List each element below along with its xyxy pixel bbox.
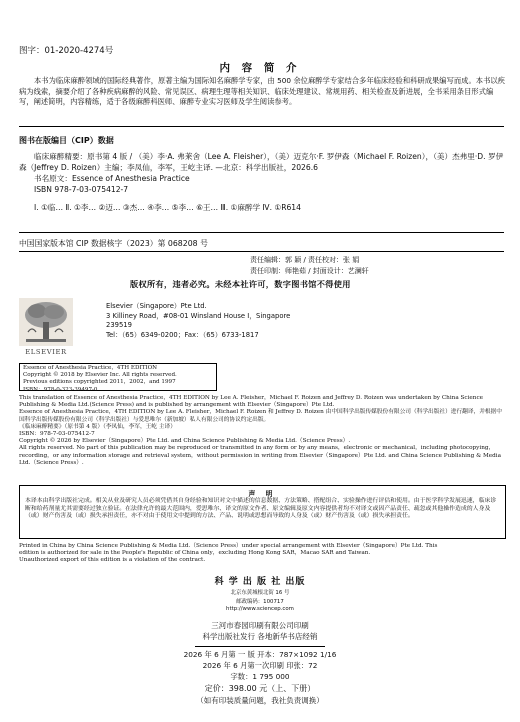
printing-info: 2026 年 6 月第一次印刷 印张：72 (202, 661, 318, 670)
cip-isbn: ISBN 978-7-03-075412-7 (34, 185, 129, 194)
intro-title: 内 容 简 介 (219, 62, 301, 74)
translation-note: Essence of Anesthesia Practice，4TH EDITION by Lee A. Fleisher，Michael F. Roizen 和 Jeffrey D. Roizen 由中国科学出版传媒股份有限公司（科学出版社）进行翻译，并根据中国科学出版传媒股份有限公司（科学出版社）与爱思唯尔（新加坡）私人有限公司的协议约定出版。 (19, 409, 502, 423)
word-count: 字数：1 795 000 (230, 672, 290, 681)
publisher-address: 北京东黄城根北街 16 号 (230, 590, 290, 596)
cip-heading: 图书在版编目（CIP）数据 (19, 136, 114, 145)
address-line: 3 Killiney Road，#08-01 Winsland House I，Singapore (106, 311, 291, 320)
translation-note: All rights reserved. No part of this publication may be reproduced or transmitted in any form or by any means，electronic or mechanical，including photocopying，recording，or any information storage and retrieval system，without permission in writing from Elsevier（Singapore）Pte Ltd. and China Science Publishing & Media Ltd.（Science Press）. (19, 445, 502, 466)
distributor: 科学出版社发行 各地新华书店经销 (202, 632, 318, 641)
divider (19, 126, 504, 127)
rights-notice: 版权所有，违者必究。未经本社许可，数字图书馆不得使用 (130, 279, 351, 289)
elsevier-logo (19, 298, 73, 360)
print-note: edition is authorized for sale in the People's Republic of China only，excluding Hong Kong SAR，Macao SAR and Taiwan. (19, 550, 371, 557)
intro-body: 本书为临床麻醉领域的国际经典著作，原著主编为国际知名麻醉学专家，由 500 余位麻醉学专家结合多年临床经验和科研成果编写而成。本书以疾病为线索，摘要介绍了各种疾病麻醉的风险、常见误区、病理生理等相关知识、临床处理建议、常规用药、相关检查及新进展，全书采用条目形式编写，阐述简明，内容精练，适于各级麻醉科医师、麻醉专业实习医师及学生阅读参考。 (19, 76, 505, 106)
declaration-box (19, 485, 506, 539)
original-edition-box (19, 363, 217, 391)
divider (19, 232, 504, 233)
quality-notice: （如有印装质量问题，我社负责调换） (196, 696, 324, 705)
translation-note: ISBN：978-7-03-075412-7 (19, 431, 95, 438)
orig-line: Previous editions copyrighted 2011，2002，and 1997 (23, 379, 176, 386)
divider (195, 646, 325, 647)
cip-note: 中国国家版本馆 CIP 数据核字（2023）第 068208 号 (19, 239, 208, 248)
orig-line: Essence of Anesthesia Practice，4TH EDITION (23, 365, 158, 371)
publisher-postcode: 邮政编码：100717 (236, 599, 284, 605)
declaration-heading: 声 明 (248, 490, 277, 498)
cip-classification: Ⅰ. ①临… Ⅱ. ①李… ②迈… ③杰… ④李… ⑤李… ⑥王… Ⅲ. ①麻醉学 Ⅳ. ①R614 (34, 203, 301, 212)
editor-credits: 责任编辑：郭 颖 / 责任校对：张 娟 (250, 256, 360, 264)
declaration-body: 本译本由科学出版社完成。相关从业及研究人员必须凭借其自身经验和知识对文中描述的信息数据、方法策略、搭配组合、实验操作进行评估和使用。由于医学科学发展迅速，临床诊断和给药剂量尤其需要经过独立验证。在法律允许的最大范围内，爱思唯尔、译文的原文作者、原文编辑及原文内容提供者均不对译文或因产品责任、疏忽或其他操作造成的人身及（或）财产伤害及（或）损失承担责任，亦不对由于使用文中提到的方法、产品、说明或思想而导致的人身及（或）财产伤害及（或）损失承担责任。 (25, 498, 497, 520)
address-line: 239519 (106, 321, 132, 330)
address-line: Elsevier（Singapore）Pte Ltd. (106, 302, 207, 310)
publisher-url: http://www.sciencep.com (226, 606, 294, 612)
printer: 三河市春园印刷有限公司印刷 (211, 621, 309, 630)
print-notes (19, 543, 505, 565)
print-note: Printed in China by China Science Publishing & Media Ltd.（Science Press）under special arrangement with Elsevier（Singapore）Pte Ltd. This (19, 543, 438, 549)
cip-block (19, 151, 505, 213)
translation-note: Copyright © 2026 by Elsevier（Singapore）Pte Ltd. and China Science Publishing & Media Ltd.（Science Press）. (19, 438, 351, 445)
registration-number: 图字：01-2020-4274号 (19, 46, 114, 56)
price: 定价：398.00 元（上、下册） (204, 684, 316, 693)
translation-notes (19, 395, 505, 467)
translation-note: 《临床麻醉精要》（原书第 4 版）（李凤仙，李军，王屹 主译） (19, 423, 176, 430)
edition-info: 2026 年 6 月第 一 版 开本：787×1092 1/16 (183, 650, 337, 659)
production-credits: 责任印制：师艳茹 / 封面设计：艺澜轩 (250, 267, 369, 275)
cip-orig-title: 书名原文：Essence of Anesthesia Practice (34, 174, 190, 183)
cip-entry: 临床麻醉精要：原书第 4 版 / （美）李·A. 弗莱舍（Lee A. Fleisher），（美）迈克尔·F. 罗伊森（Michael F. Roizen），（美）杰弗里·D. 罗伊森（Jeffrey D. Roizen）主编；李凤仙，李军，王屹主译. —北京：科学出版社，2026.6 (19, 152, 504, 172)
print-note: Unauthorized export of this edition is a violation of the contract. (19, 557, 206, 564)
orig-line: ISBN：978-0-323-39497-0 (23, 386, 98, 393)
translation-note: This translation of Essence of Anesthesia Practice，4TH EDITION by Lee A. Fleisher，Michael F. Roizen and Jeffrey D. Roizen was undertaken by China Science Publishing & Media Ltd.(Science Press) and is published by arrangement with Elsevier（Singapore）Pte Ltd. (19, 395, 484, 409)
divider (19, 251, 504, 252)
publisher-name: 科 学 出 版 社 出版 (214, 577, 306, 587)
address-line: Tel：（65）6349-0200；Fax：（65）6733-1817 (106, 331, 259, 340)
elsevier-wordmark: ELSEVIER (25, 348, 67, 356)
elsevier-address (106, 302, 290, 341)
orig-line: Copyright © 2018 by Elsevier Inc. All rights reserved. (23, 372, 177, 379)
